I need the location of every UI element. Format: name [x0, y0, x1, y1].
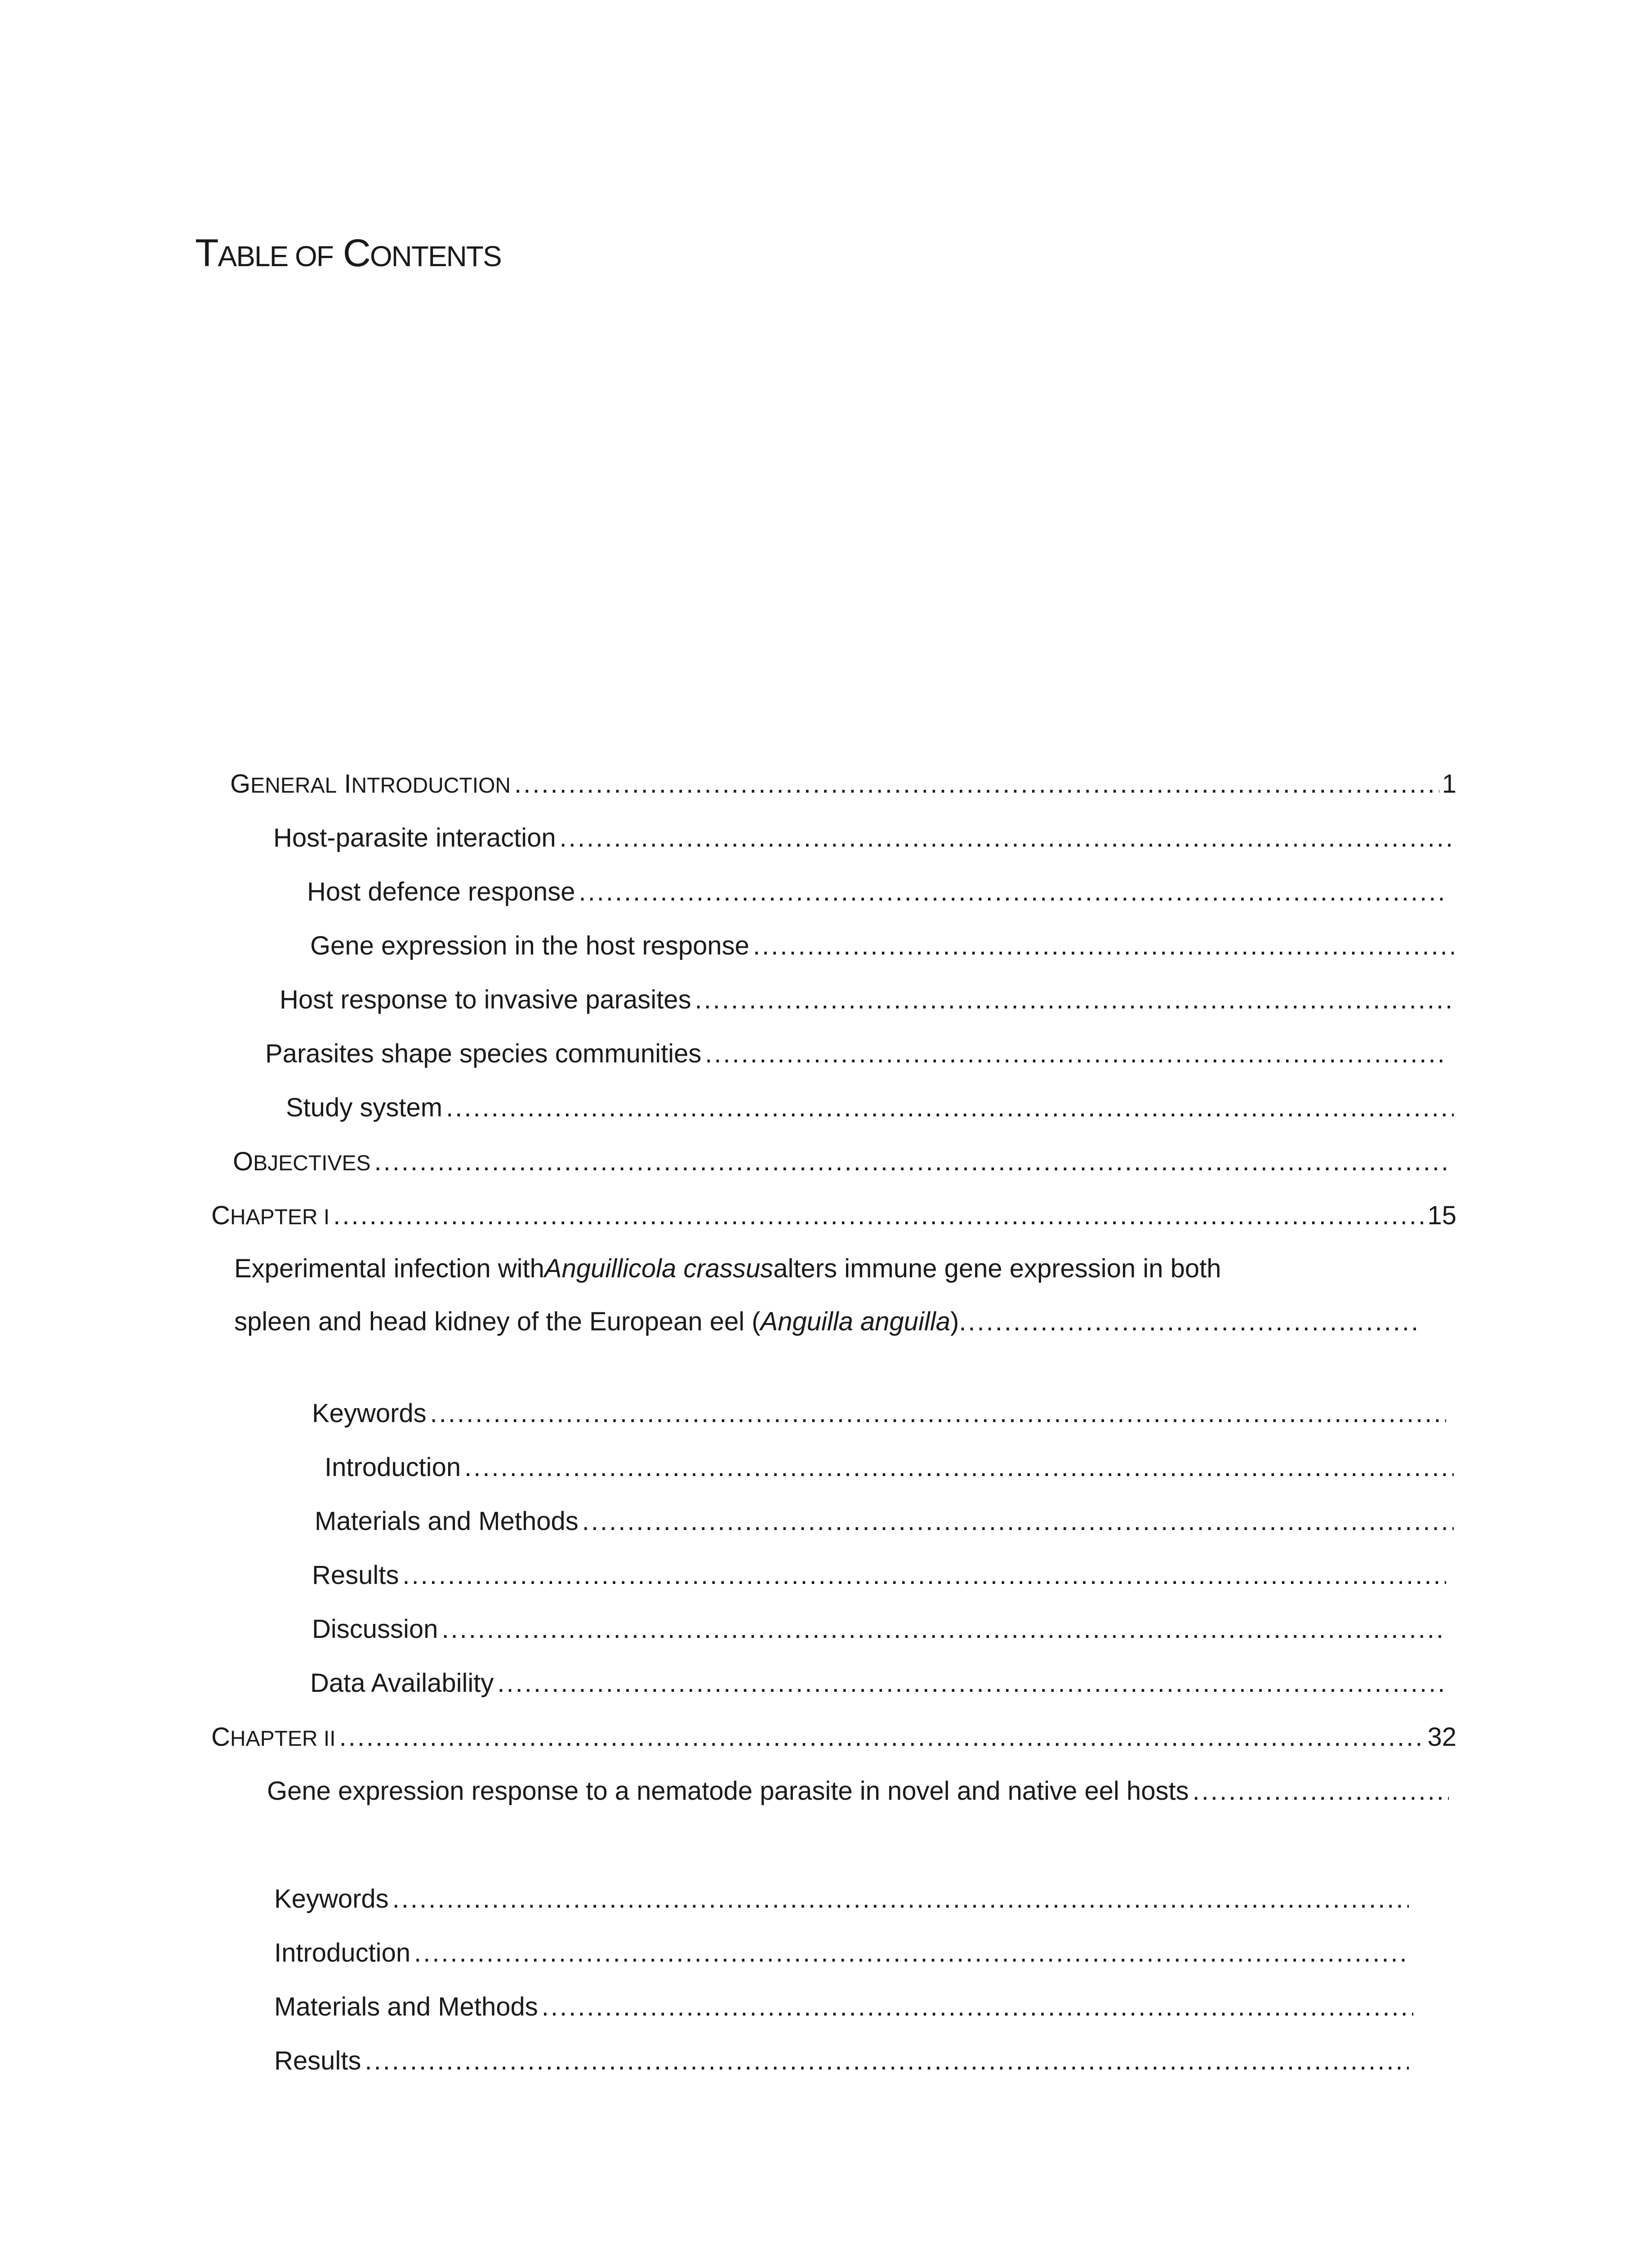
- dot-leader: [1193, 1772, 1449, 1810]
- page-number: 1: [1442, 769, 1456, 798]
- dot-leader: [582, 1503, 1454, 1540]
- toc-entry-ch1-introduction[interactable]: Introduction .....: [325, 1449, 1456, 1486]
- chapter-1-title-line-2: spleen and head kidney of the European eel ( Anguilla anguilla ) .....: [234, 1295, 1421, 1348]
- toc-entry-invasive-parasites[interactable]: Host response to invasive parasites .....: [280, 981, 1456, 1019]
- toc-entry-ch1-keywords[interactable]: Keywords .....: [312, 1395, 1449, 1432]
- page-title: TABLE OF CONTENTS: [195, 232, 501, 275]
- toc-entry-general-introduction[interactable]: GENERAL INTRODUCTION ..... 1: [230, 765, 1456, 803]
- page-number: 32: [1427, 1722, 1456, 1752]
- dot-leader: [464, 1449, 1454, 1486]
- dot-leader: [333, 1197, 1425, 1235]
- toc-entry-ch1-methods[interactable]: Materials and Methods .....: [315, 1503, 1456, 1540]
- chapter-1-title-line-1: Experimental infection with Anguillicola crassus alters immune gene expression in both: [234, 1254, 1221, 1283]
- toc-entry-ch1-discussion[interactable]: Discussion .....: [312, 1610, 1449, 1648]
- dot-leader: [392, 1880, 1409, 1918]
- toc-entry-chapter-1[interactable]: CHAPTER I ..... 15: [211, 1197, 1456, 1235]
- page-number: 15: [1427, 1201, 1456, 1230]
- dot-leader: [446, 1089, 1454, 1127]
- dot-leader: [402, 1557, 1446, 1594]
- toc-entry-host-parasite-interaction[interactable]: Host-parasite interaction .....: [273, 819, 1456, 857]
- toc-entry-study-system[interactable]: Study system .....: [286, 1089, 1456, 1127]
- dot-leader: [579, 873, 1446, 911]
- toc-entry-ch2-keywords[interactable]: Keywords .....: [274, 1880, 1412, 1918]
- dot-leader: [497, 1664, 1446, 1702]
- dot-leader: [753, 927, 1454, 965]
- toc-entry-ch2-results[interactable]: Results .....: [274, 2042, 1412, 2080]
- dot-leader: [365, 2042, 1409, 2080]
- dot-leader: [339, 1718, 1425, 1756]
- toc-entry-ch2-methods[interactable]: Materials and Methods .....: [274, 1988, 1416, 2026]
- toc-entry-gene-expression[interactable]: Gene expression in the host response .....: [310, 927, 1456, 965]
- dot-leader: [414, 1934, 1409, 1972]
- toc-entry-ch1-results[interactable]: Results .....: [312, 1557, 1449, 1594]
- dot-leader: [430, 1395, 1446, 1432]
- dot-leader: [441, 1610, 1446, 1648]
- toc-entry-species-communities[interactable]: Parasites shape species communities .....: [265, 1035, 1448, 1073]
- toc-entry-chapter-2[interactable]: CHAPTER II ..... 32: [211, 1718, 1456, 1756]
- toc-entry-ch2-introduction[interactable]: Introduction .....: [274, 1934, 1412, 1972]
- dot-leader: [959, 1295, 1421, 1348]
- dot-leader: [514, 765, 1439, 803]
- dot-leader: [560, 819, 1454, 857]
- dot-leader: [542, 1988, 1413, 2026]
- chapter-2-title[interactable]: Gene expression response to a nematode parasite in novel and native eel hosts .....: [267, 1772, 1449, 1810]
- toc-entry-objectives[interactable]: OBJECTIVES .....: [233, 1143, 1449, 1181]
- toc-entry-ch1-data-availability[interactable]: Data Availability .....: [310, 1664, 1449, 1702]
- toc-entry-host-defence-response[interactable]: Host defence response .....: [307, 873, 1449, 911]
- dot-leader: [705, 1035, 1446, 1073]
- chapter-1-title[interactable]: [234, 1242, 1421, 1348]
- dot-leader: [695, 981, 1454, 1019]
- dot-leader: [374, 1143, 1446, 1181]
